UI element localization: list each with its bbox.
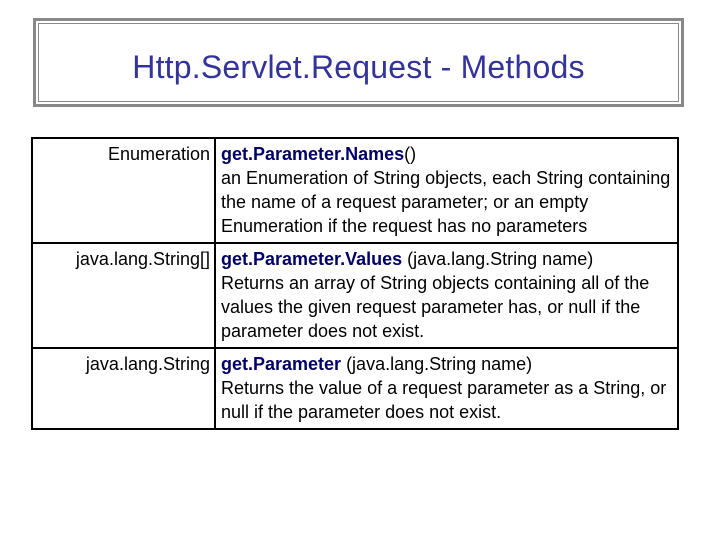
table-row	[32, 243, 678, 348]
method-args: (java.lang.String name)	[341, 354, 533, 374]
method-cell	[215, 138, 678, 243]
return-type-cell: Enumeration	[32, 138, 215, 243]
method-signature	[221, 247, 673, 271]
table-row	[32, 138, 678, 243]
method-description: an Enumeration of String objects, each String containing the name of a request parameter; or an empty Enumeration if the request has no parameters	[221, 168, 671, 236]
method-name: get.Parameter	[221, 354, 342, 374]
return-type-cell: java.lang.String[]	[32, 243, 215, 348]
return-type-cell: java.lang.String	[32, 348, 215, 429]
method-cell	[215, 243, 678, 348]
slide-title: Http.Servlet.Request - Methods	[132, 49, 585, 85]
method-description: Returns an array of String objects containing all of the values the given request parameter has, or null if the parameter does not exist.	[221, 273, 650, 341]
method-signature	[221, 142, 673, 166]
method-name: get.Parameter.Names	[221, 144, 405, 164]
method-args: ()	[404, 144, 417, 164]
method-description: Returns the value of a request parameter as a String, or null if the parameter does not exist.	[221, 378, 667, 422]
method-name: get.Parameter.Values	[221, 249, 403, 269]
method-cell	[215, 348, 678, 429]
methods-table	[31, 137, 679, 430]
method-signature	[221, 352, 673, 376]
table-row	[32, 348, 678, 429]
method-args: (java.lang.String name)	[402, 249, 594, 269]
title-frame	[33, 18, 684, 107]
